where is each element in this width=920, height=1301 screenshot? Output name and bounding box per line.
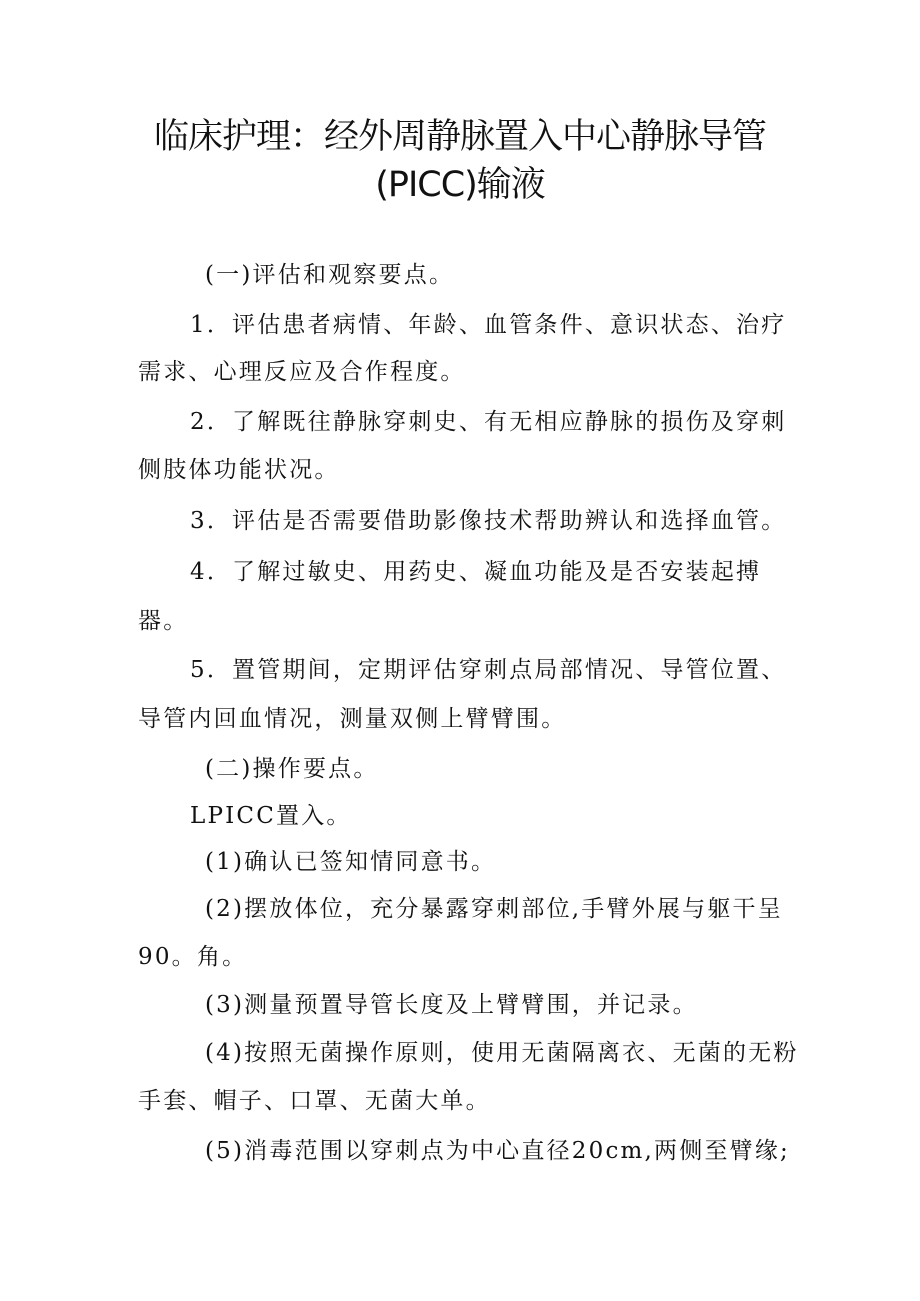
paragraph-line: (3)测量预置导管长度及上臂臂围，并记录。 <box>205 992 698 1018</box>
paragraph-line: 90。角。 <box>138 944 248 970</box>
paragraph-line: 器。 <box>138 608 189 634</box>
paragraph-line: LPICC置入。 <box>190 803 352 829</box>
paragraph-line: 需求、心理反应及合作程度。 <box>138 359 466 385</box>
document-title-line-1: 临床护理：经外周静脉置入中心静脉导管 <box>153 117 766 157</box>
paragraph-line: (4)按照无菌操作原则，使用无菌隔离衣、无菌的无粉 <box>205 1040 799 1066</box>
paragraph-line: 侧肢体功能状况。 <box>138 457 340 483</box>
paragraph-line: (2)摆放体位，充分暴露穿刺部位,手臂外展与躯干呈 <box>205 896 783 922</box>
paragraph-line: 手套、帽子、口罩、无菌大单。 <box>138 1088 491 1114</box>
paragraph-line: 3．评估是否需要借助影像技术帮助辨认和选择血管。 <box>190 508 787 534</box>
section-heading-assessment: (一)评估和观察要点。 <box>205 262 455 288</box>
paragraph-line: 4．了解过敏史、用药史、凝血功能及是否安装起搏 <box>190 559 762 585</box>
paragraph-line: 导管内回血情况，测量双侧上臂臂围。 <box>138 706 567 732</box>
paragraph-line: (5)消毒范围以穿刺点为中心直径20cm,两侧至臂缘; <box>205 1138 790 1164</box>
paragraph-line: 2．了解既往静脉穿刺史、有无相应静脉的损伤及穿刺 <box>190 409 787 435</box>
paragraph-line: 5．置管期间，定期评估穿刺点局部情况、导管位置、 <box>190 657 787 683</box>
document-title-line-2: (PICC)输液 <box>375 165 545 205</box>
paragraph-line: (1)确认已签知情同意书。 <box>205 849 497 875</box>
section-heading-operation: (二)操作要点。 <box>205 756 379 782</box>
paragraph-line: 1．评估患者病情、年龄、血管条件、意识状态、治疗 <box>190 312 787 338</box>
